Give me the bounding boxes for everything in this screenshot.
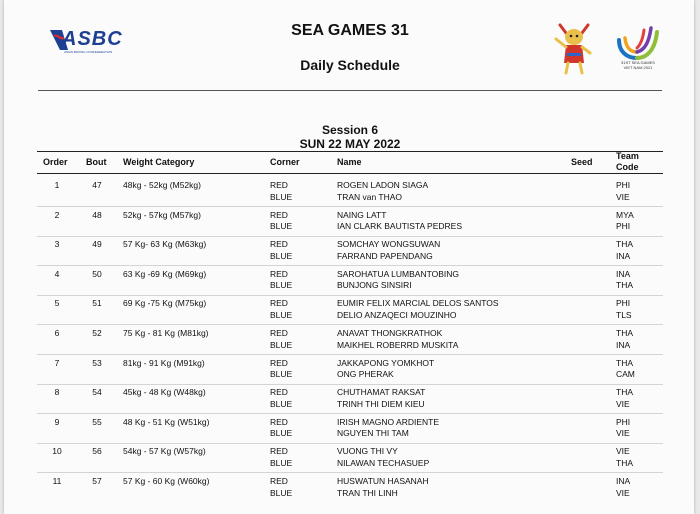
row-name-blue: FARRAND PAPENDANG: [337, 250, 433, 261]
row-name-red: JAKKAPONG YOMKHOT: [337, 357, 435, 368]
row-corner-blue: BLUE: [270, 191, 293, 202]
table-row: [0, 476, 700, 506]
row-bout: 47: [92, 180, 102, 190]
row-name-red: SAROHATUA LUMBANTOBING: [337, 268, 460, 279]
row-name-red: VUONG THI VY: [337, 446, 398, 457]
row-weight: 45kg - 48 Kg (W48kg): [123, 387, 206, 398]
mascot-icon: [550, 17, 598, 77]
row-order: 11: [52, 476, 62, 486]
row-corner-red: RED: [270, 446, 288, 457]
row-name-red: NAING LATT: [337, 209, 387, 220]
sea-games-logo-line2: VIET NAM 2021: [623, 65, 653, 70]
row-weight: 52kg - 57kg (M57kg): [123, 209, 201, 220]
sea-games-logo-line1: 31ST SEA GAMES: [621, 60, 655, 65]
row-order: 5: [54, 298, 60, 309]
row-name-blue: MAIKHEL ROBERRD MUSKITA: [337, 339, 459, 350]
row-name-blue: NGUYEN THI TAM: [337, 428, 409, 439]
row-name-blue: TRAN van THAO: [337, 191, 403, 202]
row-corner-blue: BLUE: [270, 221, 293, 232]
col-header-bout: Bout: [86, 157, 107, 167]
row-corner-red: RED: [270, 416, 288, 427]
col-header-name: Name: [337, 157, 362, 167]
row-name-blue: TRAN THI LINH: [337, 487, 398, 498]
col-header-corner: Corner: [270, 157, 300, 167]
row-weight: 57 Kg - 60 Kg (W60kg): [123, 476, 210, 486]
row-name-red: HUSWATUN HASANAH: [337, 476, 429, 486]
row-name-blue: ONG PHERAK: [337, 369, 394, 380]
col-header-seed: Seed: [571, 157, 593, 167]
row-corner-blue: BLUE: [270, 369, 293, 380]
row-weight: 63 Kg -69 Kg (M69kg): [123, 268, 207, 279]
col-header-order: Order: [43, 157, 68, 167]
row-team-blue: THA: [616, 457, 633, 468]
row-team-red: INA: [616, 268, 631, 279]
row-team-red: PHI: [616, 298, 631, 309]
row-corner-blue: BLUE: [270, 280, 293, 291]
row-corner-red: RED: [270, 209, 288, 220]
row-weight: 48 Kg - 51 Kg (W51kg): [123, 416, 210, 427]
row-bout: 52: [92, 328, 102, 338]
row-separator: [37, 295, 663, 296]
row-corner-blue: BLUE: [270, 250, 293, 261]
row-corner-blue: BLUE: [270, 339, 293, 350]
row-bout: 50: [92, 268, 102, 279]
row-corner-blue: BLUE: [270, 487, 293, 498]
row-name-blue: BUNJONG SINSIRI: [337, 280, 412, 291]
row-order: 7: [54, 357, 60, 368]
row-name-blue: NILAWAN TECHASUEP: [337, 457, 430, 468]
col-header-weight: Weight Category: [123, 157, 195, 167]
row-bout: 54: [92, 387, 102, 398]
row-weight: 54kg - 57 Kg (W57kg): [123, 446, 206, 457]
session-label: Session 6: [321, 123, 379, 137]
row-name-red: SOMCHAY WONGSUWAN: [337, 239, 441, 250]
table-top-rule: [37, 151, 663, 152]
row-order: 10: [52, 446, 62, 457]
row-team-red: VIE: [616, 446, 630, 457]
row-order: 8: [54, 387, 60, 398]
row-team-blue: VIE: [616, 487, 630, 498]
row-weight: 75 Kg - 81 Kg (M81kg): [123, 328, 209, 338]
row-order: 1: [54, 180, 60, 190]
row-separator: [37, 384, 663, 385]
row-order: 6: [54, 328, 60, 338]
row-weight: 57 Kg- 63 Kg (M63kg): [123, 239, 207, 250]
row-separator: [37, 413, 663, 414]
row-team-blue: VIE: [616, 398, 630, 409]
row-corner-blue: BLUE: [270, 309, 293, 320]
row-order: 2: [54, 209, 60, 220]
row-corner-red: RED: [270, 387, 288, 398]
asbc-logo-text: ASBC: [62, 28, 123, 50]
row-separator: [37, 265, 663, 266]
row-corner-red: RED: [270, 268, 288, 279]
row-corner-blue: BLUE: [270, 428, 293, 439]
row-separator: [37, 354, 663, 355]
row-team-blue: INA: [616, 339, 631, 350]
row-separator: [37, 472, 663, 473]
asbc-logo-subtitle: ASIAN BOXING CONFEDERATION: [64, 50, 113, 54]
row-team-blue: VIE: [616, 191, 630, 202]
page-title: SEA GAMES 31: [291, 22, 409, 39]
row-team-red: PHI: [616, 180, 631, 190]
row-corner-red: RED: [270, 180, 288, 190]
row-team-blue: CAM: [616, 369, 635, 380]
row-corner-red: RED: [270, 239, 288, 250]
row-weight: 69 Kg -75 Kg (M75kg): [123, 298, 207, 309]
row-name-red: IRISH MAGNO ARDIENTE: [337, 416, 440, 427]
table-header-rule: [37, 173, 663, 174]
row-separator: [37, 206, 663, 207]
col-header-team-line2: Code: [616, 162, 639, 172]
row-team-blue: TLS: [616, 309, 632, 320]
row-name-blue: TRINH THI DIEM KIEU: [337, 398, 425, 409]
page-subtitle: Daily Schedule: [300, 57, 400, 73]
row-team-blue: VIE: [616, 428, 630, 439]
row-corner-blue: BLUE: [270, 457, 293, 468]
row-team-red: THA: [616, 387, 633, 398]
row-name-red: ANAVAT THONGKRATHOK: [337, 328, 443, 338]
row-bout: 57: [92, 476, 102, 486]
col-header-team: [616, 151, 639, 173]
row-order: 9: [54, 416, 60, 427]
row-name-red: EUMIR FELIX MARCIAL DELOS SANTOS: [337, 298, 499, 309]
row-team-red: THA: [616, 357, 633, 368]
header-divider: [38, 90, 662, 91]
row-order: 4: [54, 268, 60, 279]
row-name-blue: IAN CLARK BAUTISTA PEDRES: [337, 221, 463, 232]
row-team-blue: THA: [616, 280, 633, 291]
row-name-blue: DELIO ANZAQECI MOUZINHO: [337, 309, 457, 320]
row-separator: [37, 236, 663, 237]
row-corner-red: RED: [270, 476, 288, 486]
row-team-red: MYA: [616, 209, 634, 220]
col-header-team-line1: Team: [616, 151, 639, 161]
row-team-red: INA: [616, 476, 631, 486]
row-team-red: THA: [616, 239, 633, 250]
sea-games-logo-caption: [612, 60, 664, 70]
row-order: 3: [54, 239, 60, 250]
row-bout: 55: [92, 416, 102, 427]
row-team-blue: INA: [616, 250, 631, 261]
row-weight: 48kg - 52kg (M52kg): [123, 180, 201, 190]
row-corner-blue: BLUE: [270, 398, 293, 409]
row-corner-red: RED: [270, 298, 288, 309]
row-bout: 49: [92, 239, 102, 250]
row-team-red: THA: [616, 328, 633, 338]
row-bout: 51: [92, 298, 102, 309]
row-bout: 48: [92, 209, 102, 220]
row-separator: [37, 324, 663, 325]
session-date: SUN 22 MAY 2022: [299, 137, 401, 151]
row-separator: [37, 443, 663, 444]
row-name-red: ROGEN LADON SIAGA: [337, 180, 429, 190]
row-name-red: CHUTHAMAT RAKSAT: [337, 387, 426, 398]
row-bout: 56: [92, 446, 102, 457]
row-team-blue: PHI: [616, 221, 631, 232]
row-weight: 81kg - 91 Kg (M91kg): [123, 357, 205, 368]
row-bout: 53: [92, 357, 102, 368]
row-team-red: PHI: [616, 416, 631, 427]
row-corner-red: RED: [270, 357, 288, 368]
row-corner-red: RED: [270, 328, 288, 338]
